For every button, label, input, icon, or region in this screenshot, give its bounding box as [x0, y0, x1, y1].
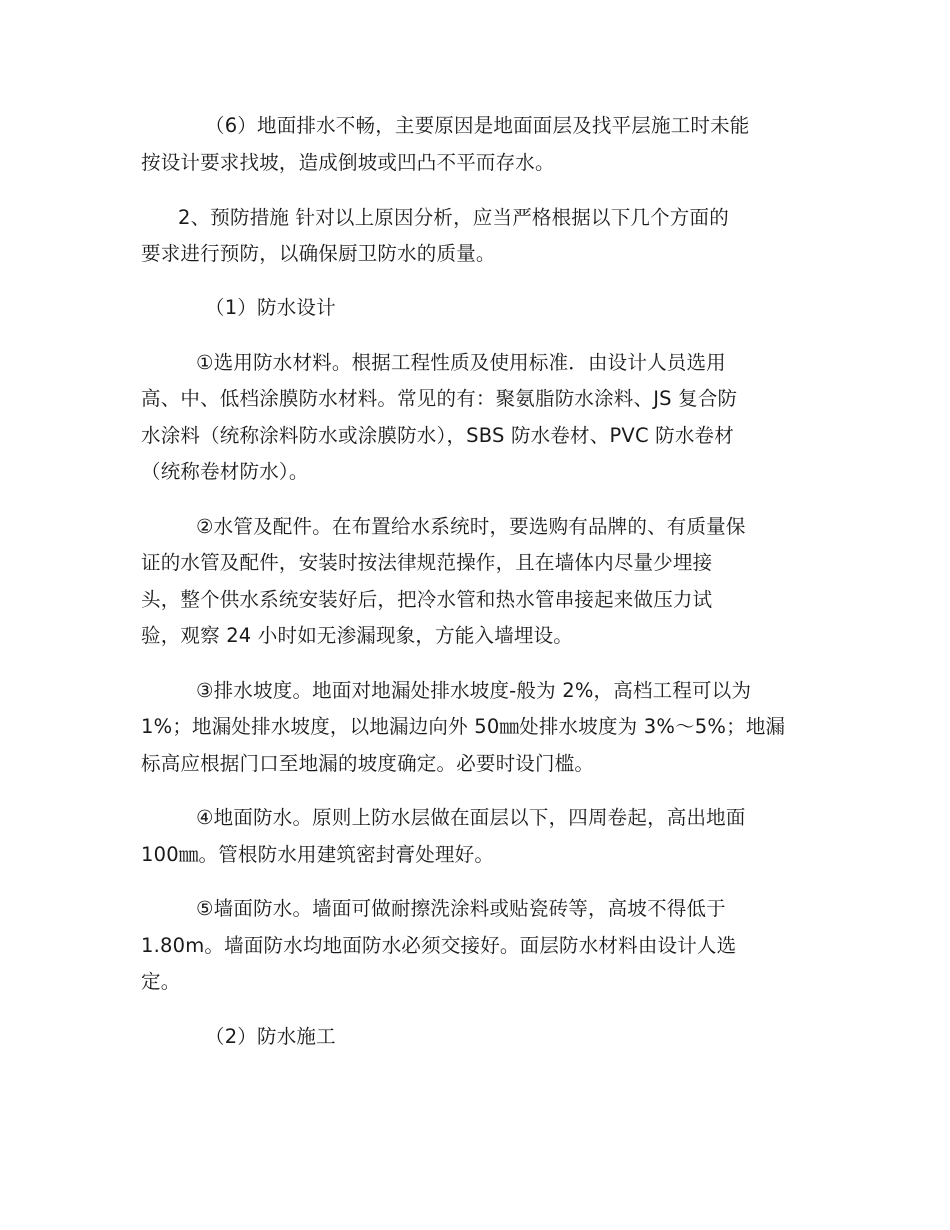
- heading-waterproof-design: （1）防水设计: [205, 296, 336, 319]
- para-6-line-2: 按设计要求找坡，造成倒坡或凹凸不平而存水。: [141, 151, 555, 174]
- heading-waterproof-construction: （2）防水施工: [205, 1025, 336, 1048]
- item-4-line-2: 100㎜。管根防水用建筑密封膏处理好。: [141, 843, 495, 866]
- para-6-line-1: （6）地面排水不畅，主要原因是地面面层及找平层施工时未能: [205, 114, 750, 137]
- item-3-line-2: 1%；地漏处排水坡度，以地漏边向外 50㎜处排水坡度为 3%～5%；地漏: [141, 715, 786, 738]
- item-3-line-3: 标高应根据门口至地漏的坡度确定。必要时设门槛。: [141, 752, 595, 775]
- item-3-line-1: ③排水坡度。地面对地漏处排水坡度-般为 2%，高档工程可以为: [196, 679, 752, 702]
- item-2-line-2: 证的水管及配件，安装时按法律规范操作，且在墙体内尽量少埋接: [141, 551, 713, 574]
- item-1-line-3: 水涂料（统称涂料防水或涂膜防水），SBS 防水卷材、PVC 防水卷材: [141, 424, 734, 447]
- item-5-line-3: 定。: [141, 970, 181, 993]
- item-2-line-3: 头，整个供水系统安装好后，把冷水管和热水管串接起来做压力试: [141, 588, 713, 611]
- item-1-line-2: 高、中、低档涂膜防水材料。常见的有：聚氨脂防水涂料、JS 复合防: [141, 387, 738, 410]
- section-2-line-2: 要求进行预防，以确保厨卫防水的质量。: [141, 242, 496, 265]
- item-2-line-1: ②水管及配件。在布置给水系统时，要选购有品牌的、有质量保: [196, 515, 746, 538]
- item-1-line-4: （统称卷材防水）。: [141, 460, 309, 483]
- item-2-line-4: 验，观察 24 小时如无渗漏现象，方能入墙埋设。: [141, 624, 574, 647]
- item-1-line-1: ①选用防水材料。根据工程性质及使用标准．由设计人员选用: [196, 351, 726, 374]
- section-2-line-1: 2、预防措施 针对以上原因分析，应当严格根据以下几个方面的: [178, 206, 729, 229]
- item-5-line-2: 1.80m。墙面防水均地面防水必须交接好。面层防水材料由设计人选: [141, 934, 737, 957]
- item-4-line-1: ④地面防水。原则上防水层做在面层以下，四周卷起，高出地面: [196, 806, 746, 829]
- item-5-line-1: ⑤墙面防水。墙面可做耐擦洗涂料或贴瓷砖等，高坡不得低于: [196, 897, 726, 920]
